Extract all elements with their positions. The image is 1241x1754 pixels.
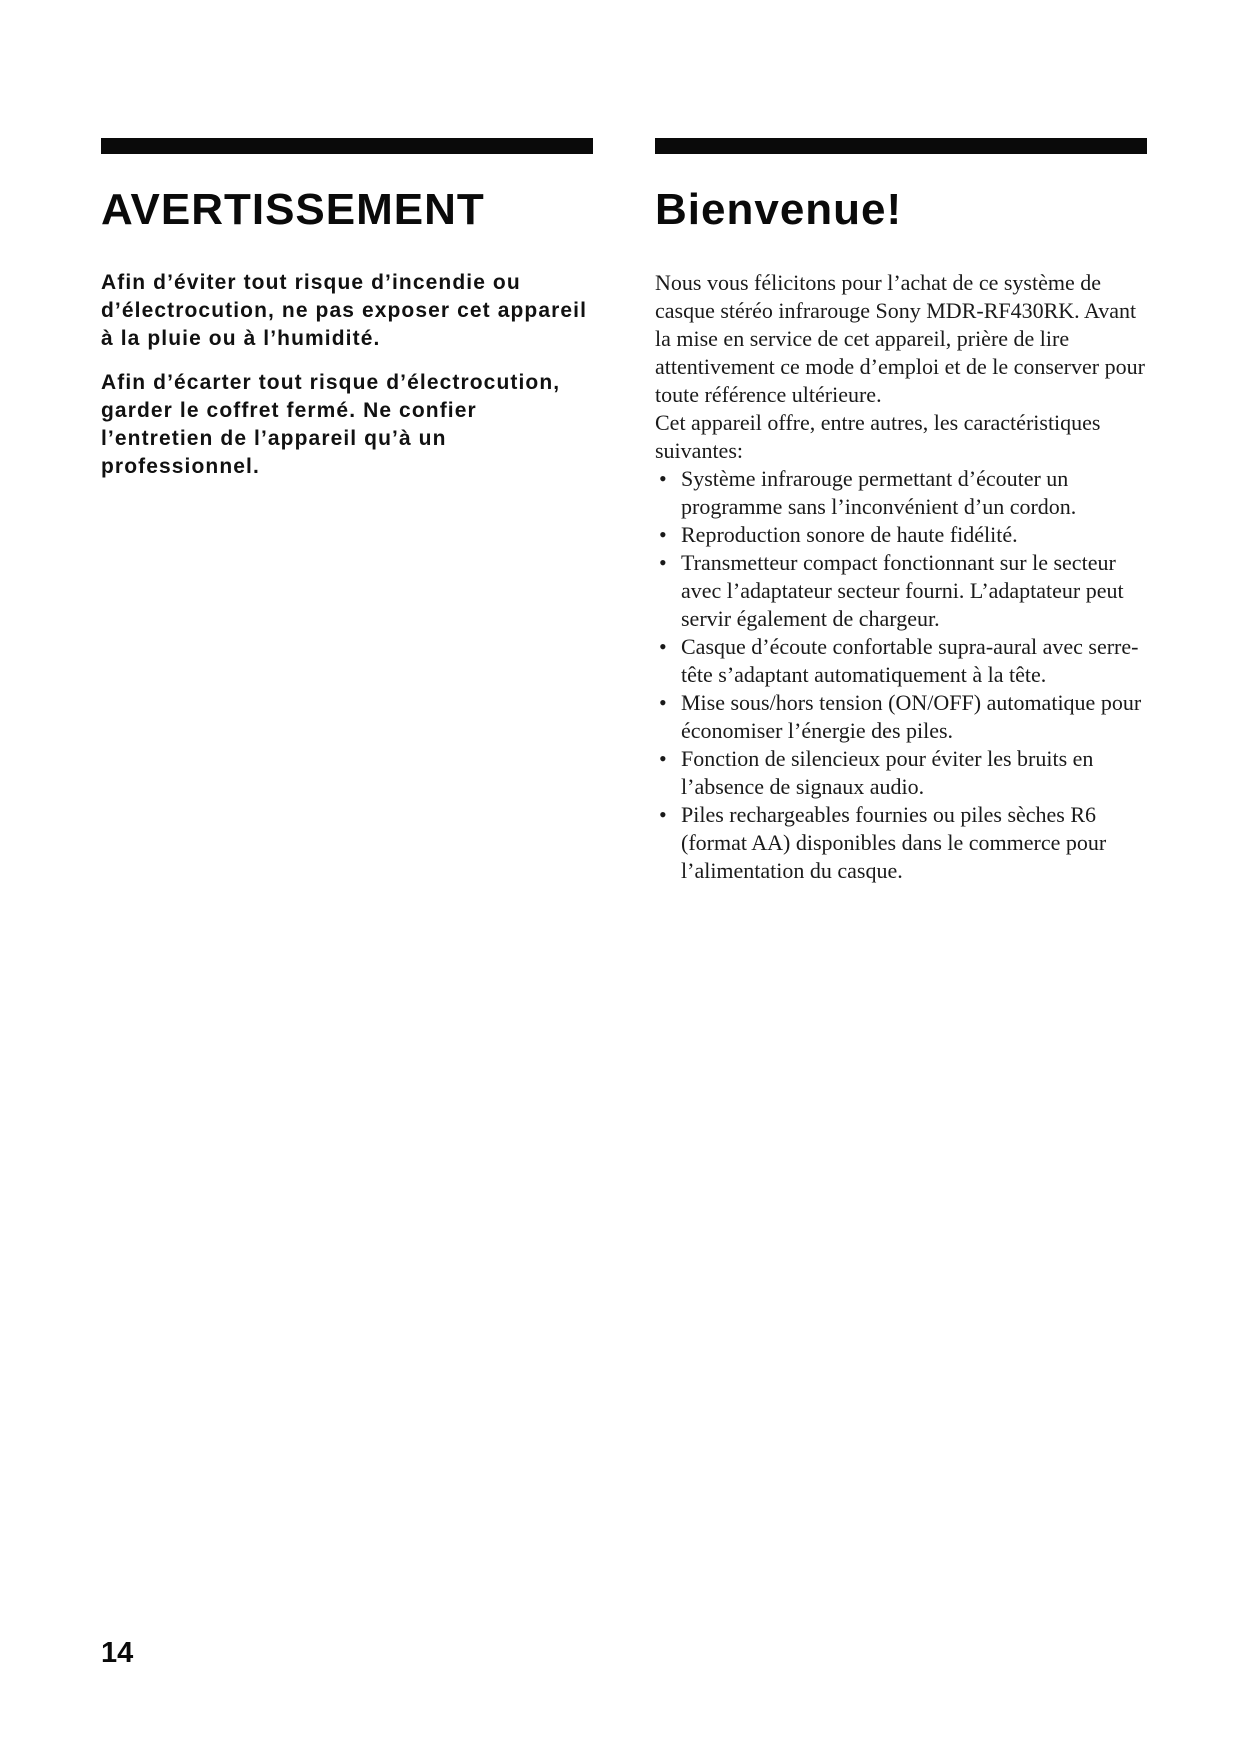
feature-list bbox=[655, 465, 1147, 885]
warning-section bbox=[101, 138, 593, 481]
welcome-heading-rule bbox=[655, 138, 1147, 154]
welcome-section bbox=[655, 138, 1147, 885]
feature-text-muting: Fonction de silencieux pour éviter les bruits en l’absence de signaux audio. bbox=[681, 746, 1094, 799]
feature-text-infrared: Système infrarouge permettant d’écouter un programme sans l’inconvénient d’un cordon. bbox=[681, 466, 1077, 519]
bullet-icon: • bbox=[659, 746, 667, 771]
feature-text-batteries: Piles rechargeables fournies ou piles sèches R6 (format AA) disponibles dans le commerce pour l’alimentation du casque. bbox=[681, 802, 1107, 883]
warning-paragraph-service: Afin d’écarter tout risque d’électrocution, garder le coffret fermé. Ne confier l’entretien de l’appareil qu’à un professionnel. bbox=[101, 371, 561, 478]
list-item bbox=[655, 745, 1147, 801]
bullet-icon: • bbox=[659, 466, 667, 491]
list-item bbox=[655, 689, 1147, 745]
feature-text-headphones: Casque d’écoute confortable supra-aural avec serre-tête s’adaptant automatiquement à la tête. bbox=[681, 634, 1139, 687]
bullet-icon: • bbox=[659, 802, 667, 827]
warning-heading-rule bbox=[101, 138, 593, 154]
page-number: 14 bbox=[101, 1637, 134, 1669]
feature-text-auto-power: Mise sous/hors tension (ON/OFF) automatique pour économiser l’énergie des piles. bbox=[681, 690, 1142, 743]
feature-text-transmitter: Transmetteur compact fonctionnant sur le secteur avec l’adaptateur secteur fourni. L’adaptateur peut servir également de chargeur. bbox=[681, 550, 1124, 631]
features-lead: Cet appareil offre, entre autres, les caractéristiques suivantes: bbox=[655, 410, 1101, 463]
welcome-heading: Bienvenue! bbox=[655, 185, 903, 234]
welcome-intro: Nous vous félicitons pour l’achat de ce système de casque stéréo infrarouge Sony MDR-RF430RK. Avant la mise en service de cet appareil, prière de lire attentivement ce mode d’emploi et de le conserver pour toute référence ultérieure. bbox=[655, 270, 1145, 407]
warning-heading: AVERTISSEMENT bbox=[101, 185, 485, 234]
list-item bbox=[655, 633, 1147, 689]
list-item bbox=[655, 465, 1147, 521]
list-item bbox=[655, 801, 1147, 885]
bullet-icon: • bbox=[659, 690, 667, 715]
list-item bbox=[655, 549, 1147, 633]
feature-text-hifi: Reproduction sonore de haute fidélité. bbox=[681, 522, 1018, 547]
warning-paragraph-fire: Afin d’éviter tout risque d’incendie ou d’électrocution, ne pas exposer cet appareil à la pluie ou à l’humidité. bbox=[101, 271, 588, 350]
bullet-icon: • bbox=[659, 634, 667, 659]
bullet-icon: • bbox=[659, 550, 667, 575]
bullet-icon: • bbox=[659, 522, 667, 547]
list-item bbox=[655, 521, 1147, 549]
